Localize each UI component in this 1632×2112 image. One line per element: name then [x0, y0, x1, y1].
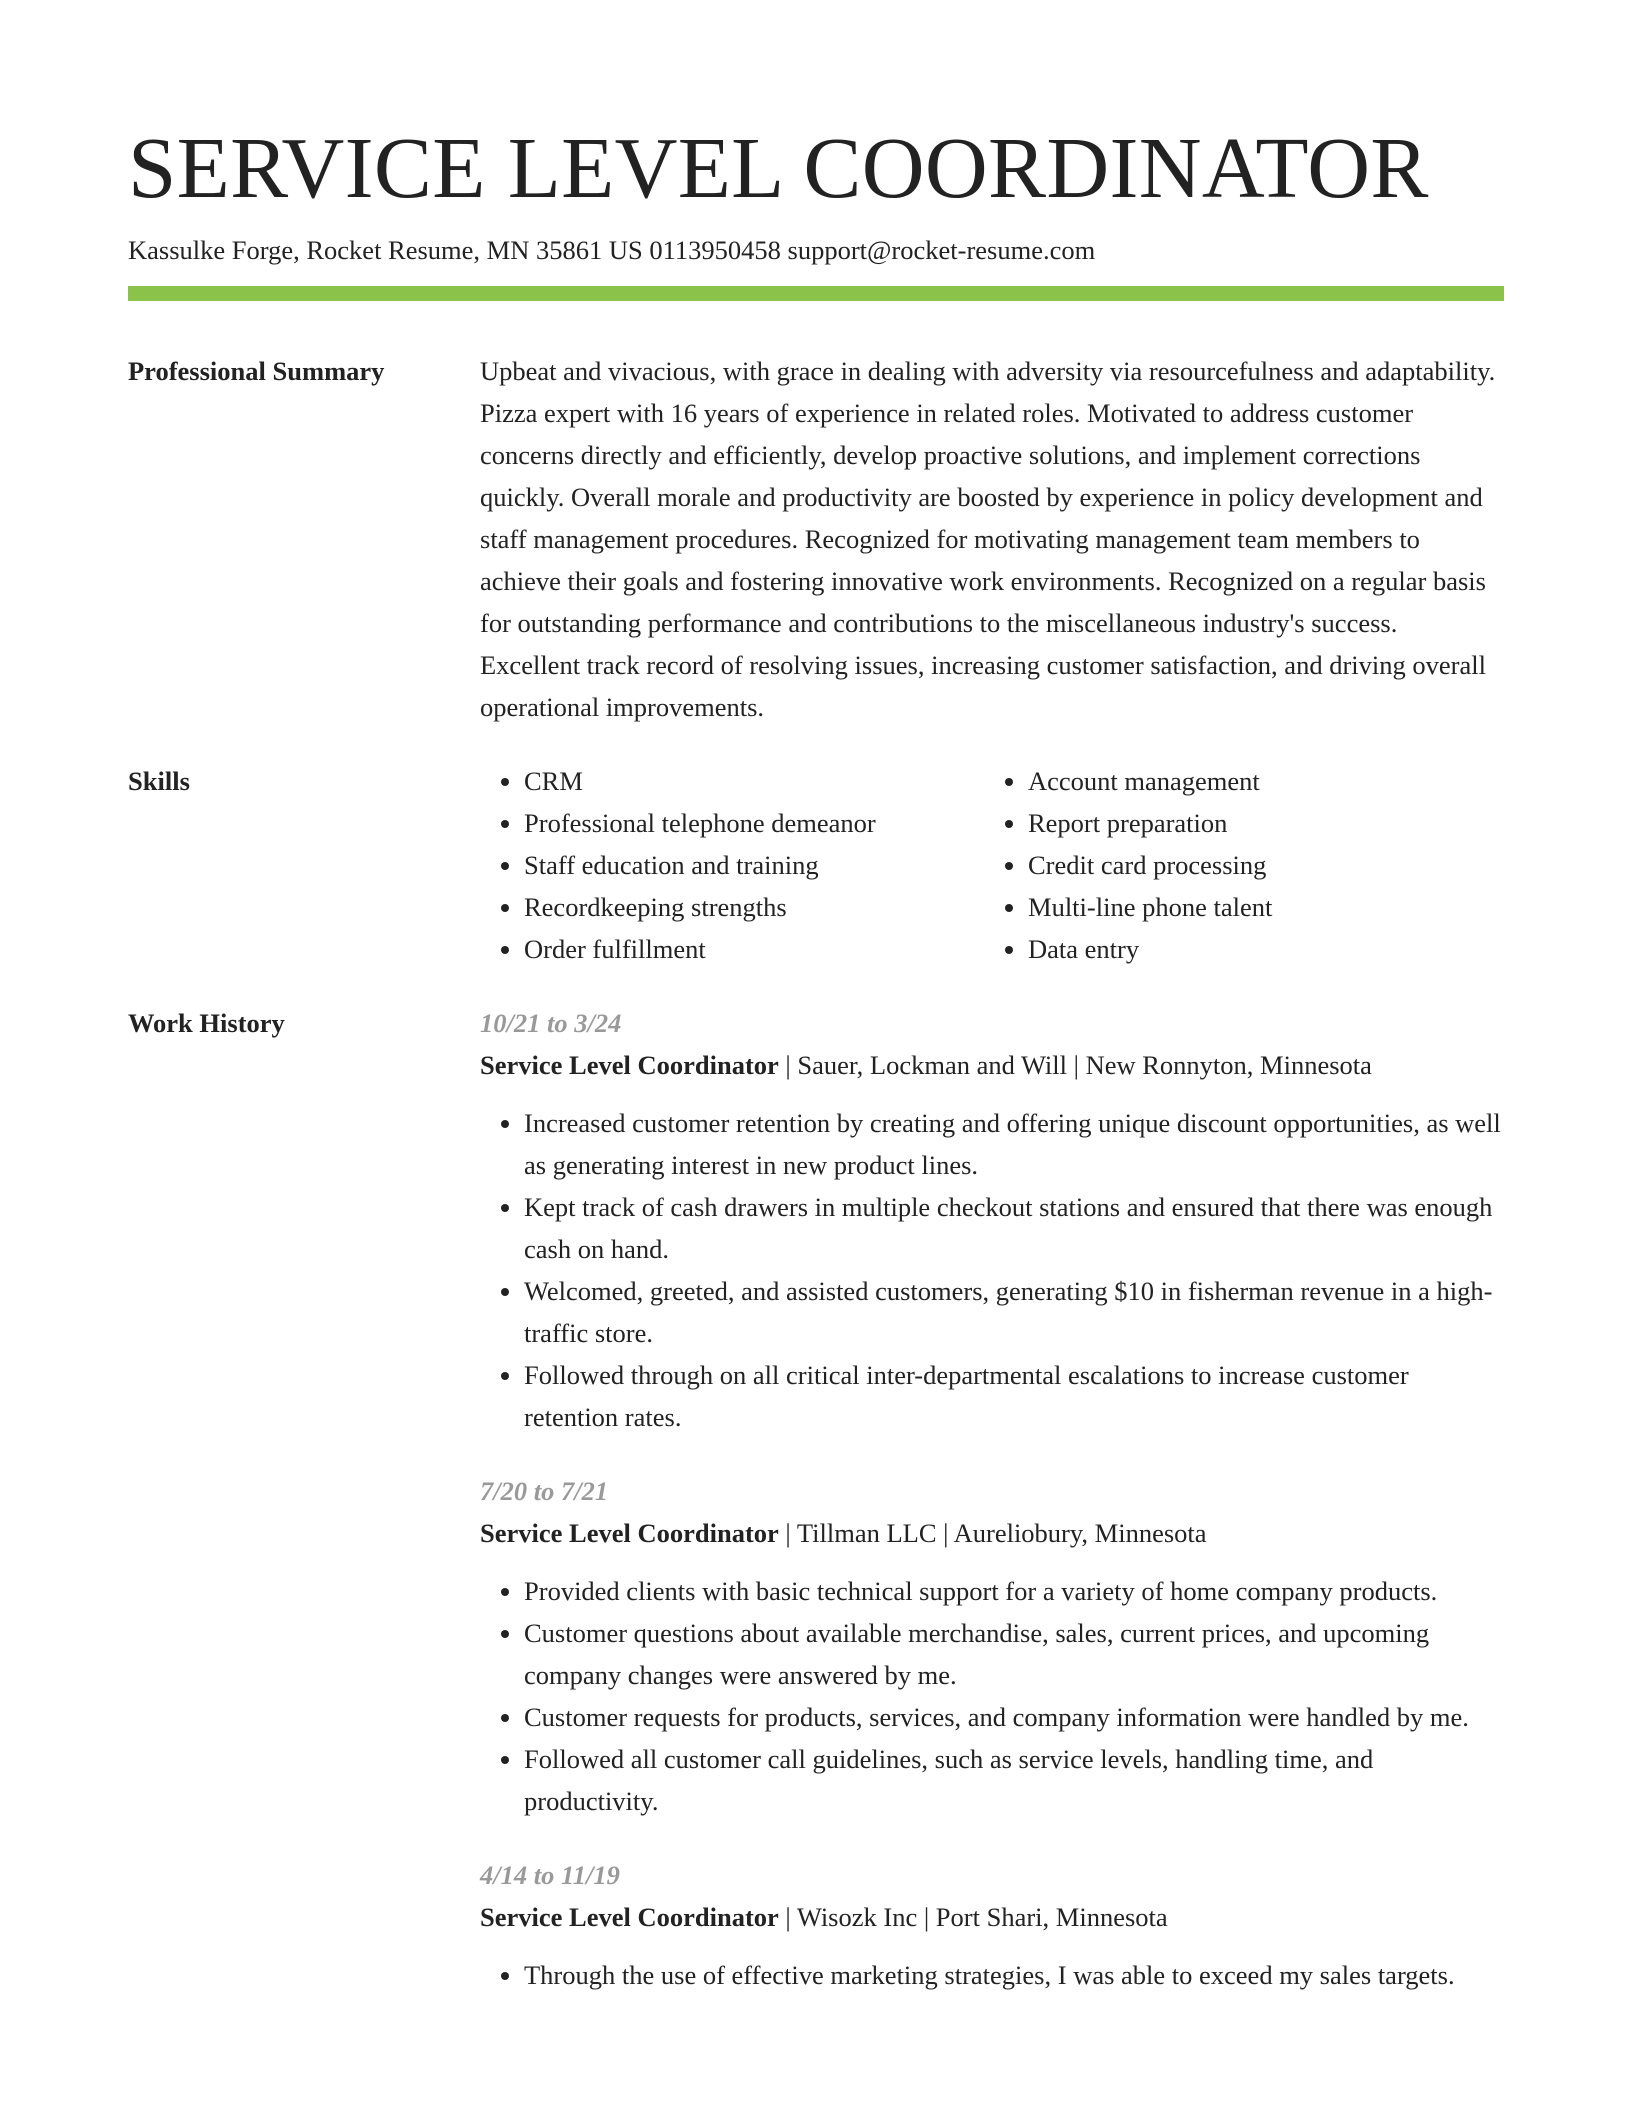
skill-item: • Recordkeeping strengths — [524, 886, 984, 928]
job-dates: 4/14 to 11/19 — [480, 1860, 620, 1890]
job-dates: 7/20 to 7/21 — [480, 1476, 609, 1506]
job-heading — [480, 1044, 1504, 1086]
job-bullet: • Provided clients with basic technical support for a variety of home company products. — [524, 1570, 1504, 1612]
skill-item: • Data entry — [1028, 928, 1488, 970]
skill-item: • CRM — [524, 760, 984, 802]
job-bullet: • Customer questions about available merchandise, sales, current prices, and upcoming company changes were answered by me. — [524, 1612, 1504, 1696]
job-employer-location: | Wisozk Inc | Port Shari, Minnesota — [778, 1902, 1168, 1932]
job-bullet-list — [480, 1954, 1504, 1996]
job-bullet: • Increased customer retention by creating and offering unique discount opportunities, as well as generating interest in new product lines. — [524, 1102, 1504, 1186]
skills-list-right — [984, 760, 1488, 970]
job-bullet: • Kept track of cash drawers in multiple checkout stations and ensured that there was enough cash on hand. — [524, 1186, 1504, 1270]
job-heading — [480, 1896, 1504, 1938]
job-entry — [480, 1002, 1504, 1438]
skills-list-left — [480, 760, 984, 970]
contact-info: Kassulke Forge, Rocket Resume, MN 35861 US 0113950458 support@rocket-resume.com — [128, 235, 1096, 265]
job-bullet-list — [480, 1102, 1504, 1438]
job-bullet: • Through the use of effective marketing strategies, I was able to exceed my sales targets. — [524, 1954, 1504, 1996]
job-bullet: • Followed all customer call guidelines, such as service levels, handling time, and productivity. — [524, 1738, 1504, 1822]
summary-text: Upbeat and vivacious, with grace in dealing with adversity via resourcefulness and adaptability. Pizza expert with 16 years of experience in related roles. Motivated to address customer concerns directly and efficiently, develop proactive solutions, and implement corrections quickly. Overall morale and productivity are boosted by experience in policy development and staff management procedures. Recognized for motivating management team members to achieve their goals and fostering innovative work environments. Recognized on a regular basis for outstanding performance and contributions to the miscellaneous industry's success. Excellent track record of resolving issues, increasing customer satisfaction, and driving overall operational improvements. — [480, 356, 1496, 722]
work-history-section-title: Work History — [128, 1008, 285, 1038]
job-bullet: • Followed through on all critical inter-departmental escalations to increase customer retention rates. — [524, 1354, 1504, 1438]
job-title: Service Level Coordinator — [480, 1902, 779, 1932]
job-employer-location: | Tillman LLC | Aureliobury, Minnesota — [778, 1518, 1207, 1548]
skill-item: • Multi-line phone talent — [1028, 886, 1488, 928]
job-bullet-list — [480, 1570, 1504, 1822]
accent-divider — [128, 286, 1504, 301]
work-history-body — [480, 1002, 1504, 2028]
skill-item: • Report preparation — [1028, 802, 1488, 844]
summary-section-title: Professional Summary — [128, 356, 385, 386]
job-dates: 10/21 to 3/24 — [480, 1008, 622, 1038]
skill-item: • Professional telephone demeanor — [524, 802, 984, 844]
job-heading — [480, 1512, 1504, 1554]
skill-item: • Credit card processing — [1028, 844, 1488, 886]
job-entry — [480, 1470, 1504, 1822]
skill-item: • Order fulfillment — [524, 928, 984, 970]
job-bullet: • Welcomed, greeted, and assisted customers, generating $10 in fisherman revenue in a high-traffic store. — [524, 1270, 1504, 1354]
summary-body — [480, 350, 1504, 728]
skill-item: • Staff education and training — [524, 844, 984, 886]
job-title: Service Level Coordinator — [480, 1518, 779, 1548]
job-entry — [480, 1854, 1504, 1996]
skills-body — [480, 760, 1504, 970]
job-employer-location: | Sauer, Lockman and Will | New Ronnyton, Minnesota — [778, 1050, 1372, 1080]
resume-name-heading: SERVICE LEVEL COORDINATOR — [128, 119, 1429, 216]
skills-section-title: Skills — [128, 766, 190, 796]
job-bullet: • Customer requests for products, services, and company information were handled by me. — [524, 1696, 1504, 1738]
skills-columns — [480, 760, 1504, 970]
skill-item: • Account management — [1028, 760, 1488, 802]
job-title: Service Level Coordinator — [480, 1050, 779, 1080]
